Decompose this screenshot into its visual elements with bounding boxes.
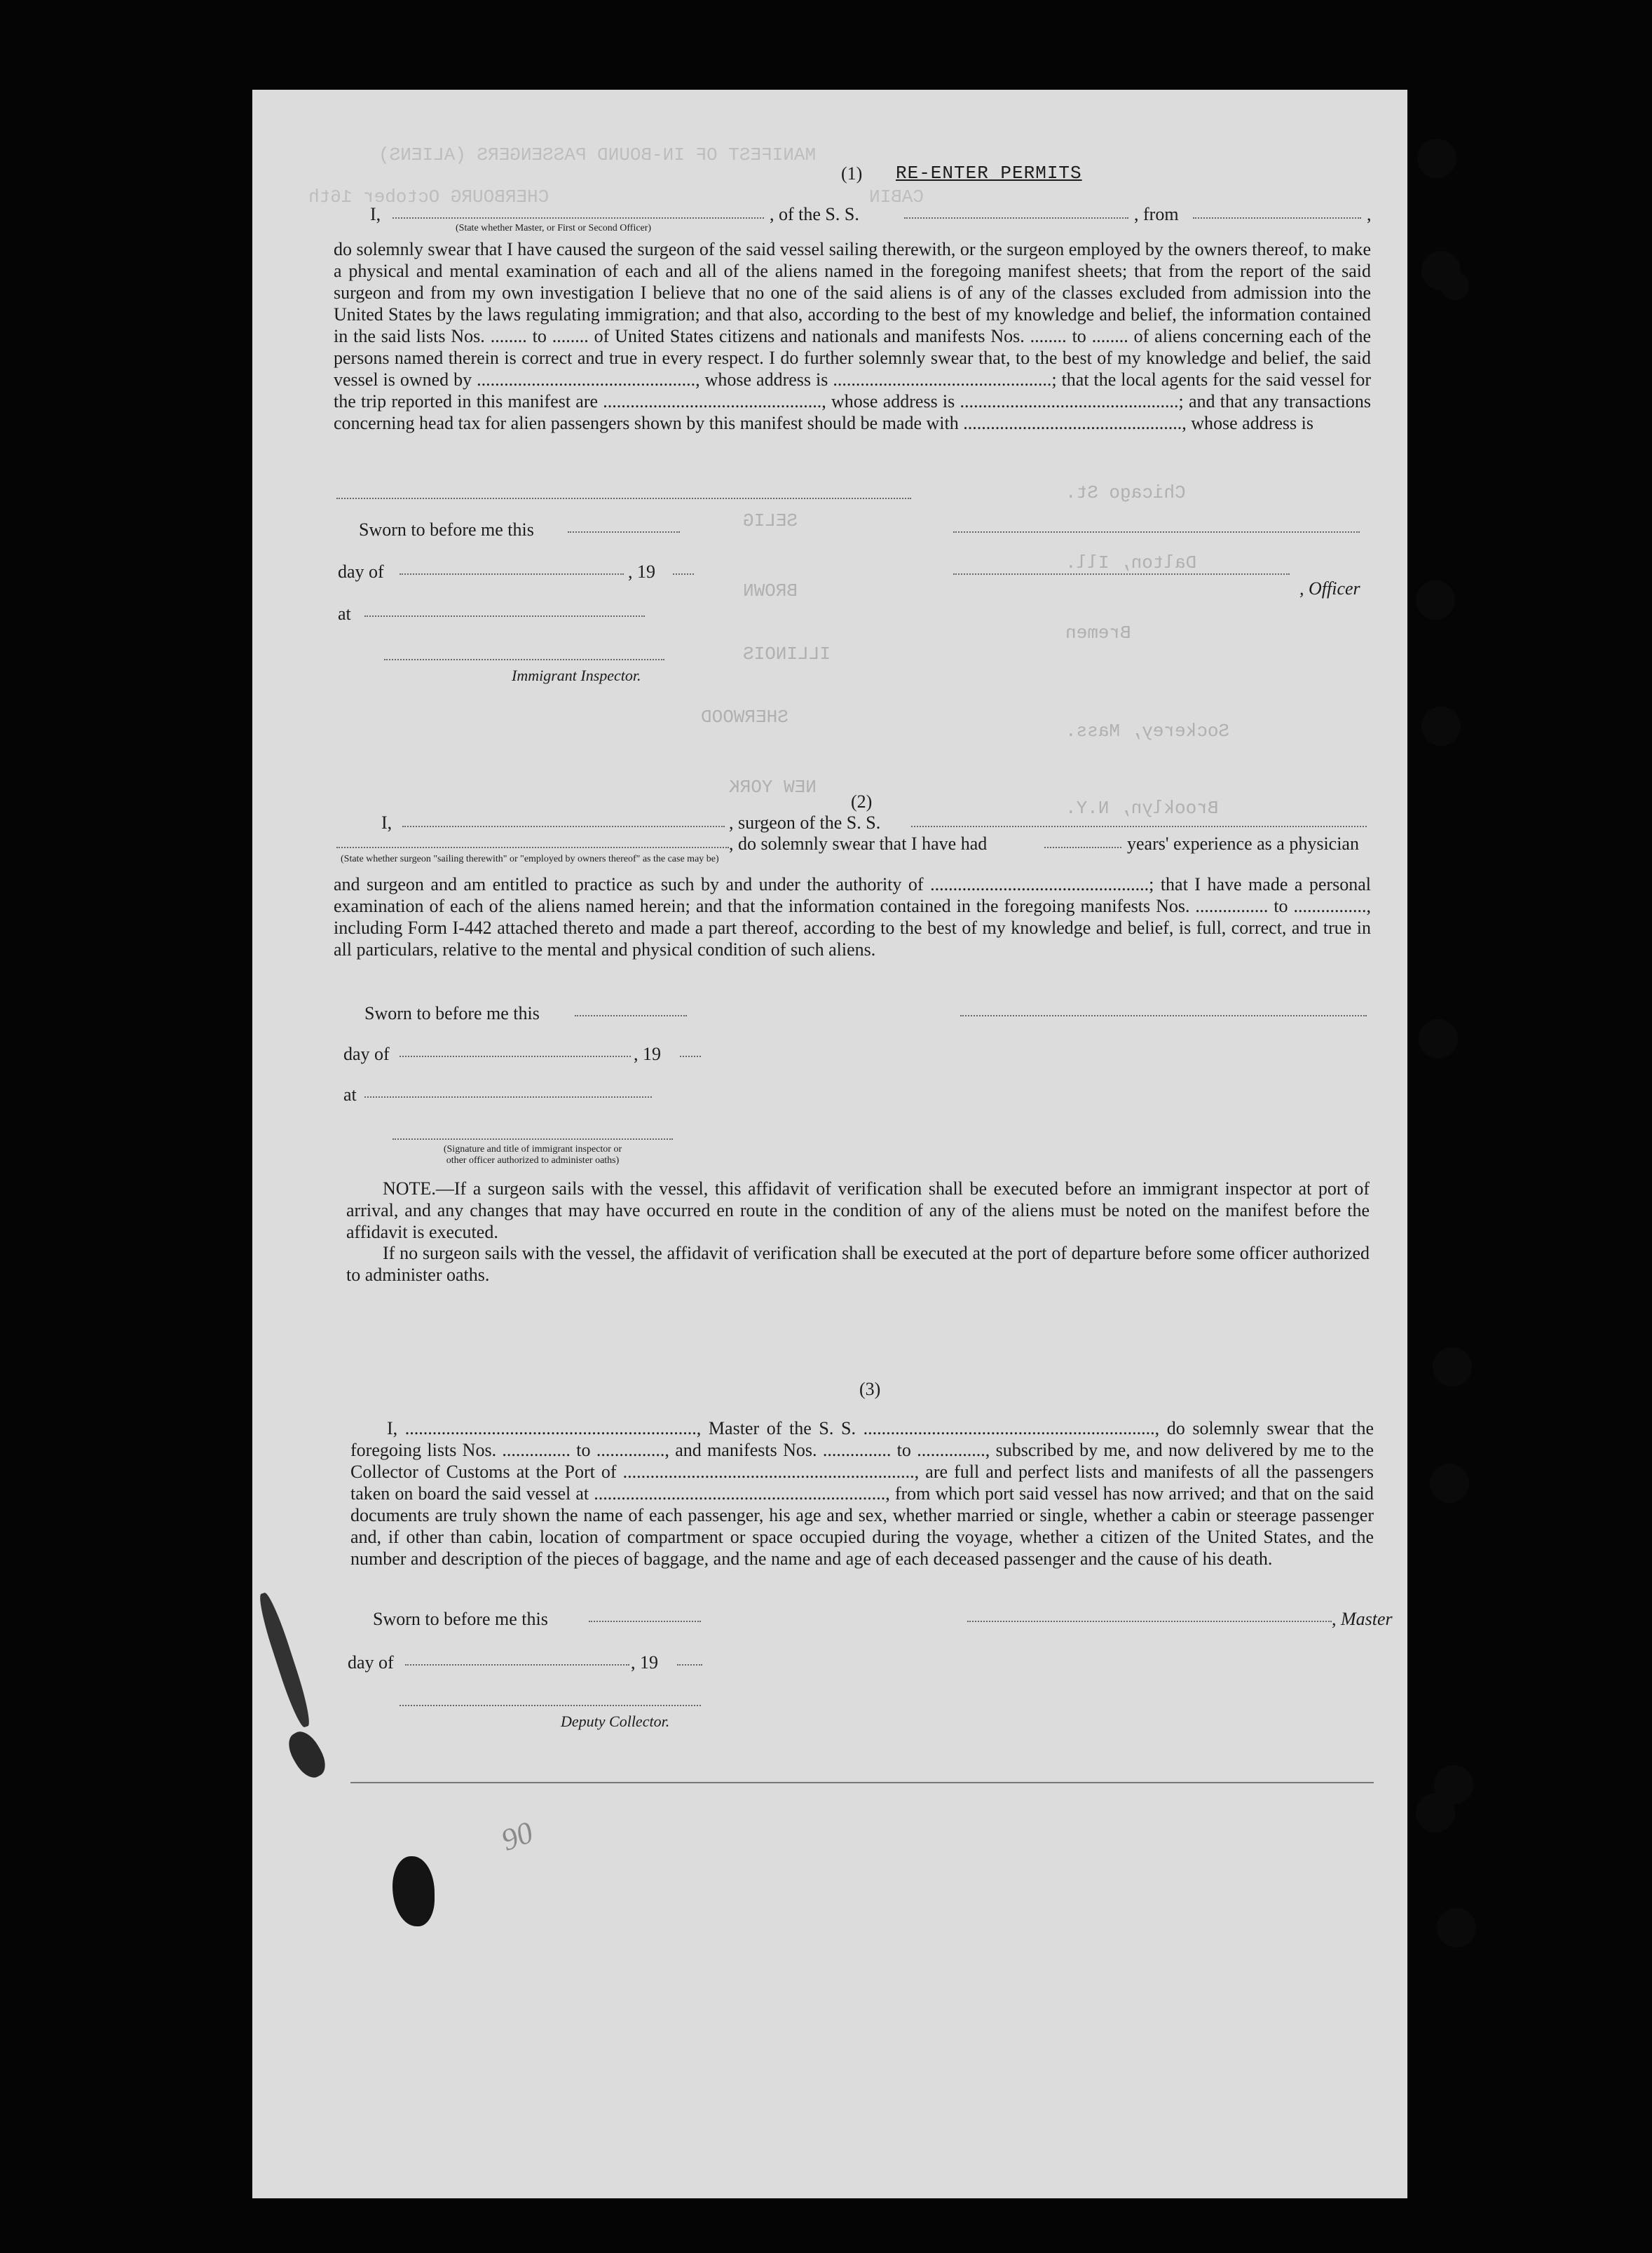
surgeon-oath-text: and surgeon and am entitled to practice as such by and under the authority of ................................................; that I have made a personal examination of each of the aliens named herein; and that the information contained in the foregoing manifests Nos. ................ to ................, including Form I-442 attached thereto and made a part thereof, according to the best of my knowledge and belief, is full, correct, and true in all particulars, relative to the mental and physical condition of such aliens. xyxy=(334,874,1371,960)
signature-caption xyxy=(385,1144,680,1166)
year-label-2: , 19 xyxy=(634,1044,661,1064)
punch-hole xyxy=(1441,272,1469,300)
master-oath-text: do solemnly swear that I have caused the surgeon of the said vessel sailing therewith, or the surgeon employed by the owners thereof, to make a physical and mental examination of each and all of the aliens named in the foregoing manifest sheets; that from the report of the said surgeon and from my own investigation I believe that no one of the said aliens is of any of the classes excluded from admission into the United States by the laws regulating immigration; and that also, according to the best of my knowledge and belief, the information contained in the said lists Nos. ........ to ........ of United States citizens and nationals and manifests Nos. ........ to ........ of aliens concerning each of the persons named therein is correct and true in every respect. I do further solemnly swear that, to the best of my knowledge and belief, the said vessel is owned by ................................................, whose address is ................................................; that the local agents for the said vessel for the trip reported in this manifest are ................................................, whose address is ................................................; and that any transactions concerning head tax for alien passengers shown by this manifest should be made with ................................................, whose address is xyxy=(334,239,1371,433)
of-ss-label: , of the S. S. xyxy=(770,204,859,224)
surgeon-of-label: , surgeon of the S. S. xyxy=(729,812,881,833)
officer-signature-field xyxy=(953,531,1360,533)
officer-name-field xyxy=(392,217,764,219)
bleed-through-row: Chicago St. xyxy=(1065,482,1186,503)
at-label: at xyxy=(338,604,351,624)
master-signature-field xyxy=(967,1621,1332,1622)
day-of-field xyxy=(400,573,624,575)
punch-hole xyxy=(1419,1019,1458,1059)
note-text-1: —If a surgeon sails with the vessel, this affidavit of verification shall be executed before an immigrant inspector at port of arrival, and any changes that may have occurred en route in the condition of any of the aliens must be noted on the manifest before the affidavit is executed. xyxy=(346,1178,1370,1242)
section-3-number: (3) xyxy=(859,1379,881,1399)
ink-stain xyxy=(282,1727,332,1783)
surgeon-caption: (State whether surgeon "sailing therewith" or "employed by owners thereof" as the case may be) xyxy=(341,854,719,864)
ink-stain xyxy=(255,1591,315,1729)
surgeon-signature-field xyxy=(960,1015,1367,1016)
bleed-through-row: NEW YORK xyxy=(729,777,817,798)
collector-oath-paragraph xyxy=(350,1417,1374,1570)
officer-title-field xyxy=(953,573,1290,575)
from-label: , from xyxy=(1134,204,1179,224)
note-paragraph-2 xyxy=(346,1242,1370,1286)
sworn-label-3: Sworn to before me this xyxy=(373,1609,548,1629)
master-label: , Master xyxy=(1332,1609,1393,1629)
officer-caption: (State whether Master, or First or Second Officer) xyxy=(456,223,652,233)
punch-hole xyxy=(1437,1908,1476,1947)
day-of-label-2: day of xyxy=(343,1044,390,1064)
comma: , xyxy=(1367,204,1372,224)
punch-hole xyxy=(1433,1347,1472,1387)
sworn-date-field xyxy=(568,531,680,533)
bleed-through-row: ILLINOIS xyxy=(743,644,831,665)
bleed-through-port-date: CHERBOURG October 16th xyxy=(308,186,549,207)
note-paragraph-1 xyxy=(346,1178,1370,1243)
collector-oath-text: I, ................................................................, Master of the S. S. ................................................................, do solemnly swear that the foregoing lists Nos. ............... to ..............., and manifests Nos. ............... to ..............., subscribed by me, and now delivered by me to the Collector of Customs at the Port of ................................................................, are full and perfect lists and manifests of all the passengers taken on board the said vessel at ................................................................, from which port said vessel has now arrived; and that on the said documents are truly shown the name of each passenger, his age and sex, whether married or single, whether a cabin or steerage passenger and, if other than cabin, location of compartment or space occupied during the voyage, whether a citizen of the United States, and the number and description of the pieces of baggage, and the name and age of each deceased passenger and the cause of his death. xyxy=(350,1418,1374,1569)
punch-hole xyxy=(1430,1464,1469,1503)
surgeon-line-label: I, xyxy=(381,812,392,833)
bleed-through-header: MANIFEST OF IN-BOUND PASSENGERS (ALIENS) xyxy=(378,144,817,165)
deputy-signature-field xyxy=(400,1705,701,1706)
bottom-rule xyxy=(350,1782,1374,1783)
reenter-permits-stamp: RE-ENTER PERMITS xyxy=(896,163,1082,184)
surgeon-name-field xyxy=(402,826,725,827)
master-oath-paragraph xyxy=(334,238,1371,434)
section-2-number: (2) xyxy=(851,791,873,812)
note-text-2: If no surgeon sails with the vessel, the affidavit of verification shall be executed at the port of departure before some officer authorized to administer oaths. xyxy=(346,1243,1370,1285)
years-field xyxy=(1044,847,1121,848)
bleed-through-row: Dalton, Ill. xyxy=(1065,552,1197,573)
deputy-collector-label: Deputy Collector. xyxy=(561,1713,670,1730)
immigrant-inspector-label: Immigrant Inspector. xyxy=(512,667,641,684)
margin-number: 90 xyxy=(496,1814,538,1858)
sworn-label-2: Sworn to before me this xyxy=(364,1003,540,1023)
at-field-2 xyxy=(364,1096,652,1098)
day-of-label: day of xyxy=(338,561,384,582)
year-label: , 19 xyxy=(628,561,655,582)
bleed-through-row: SELIG xyxy=(743,510,798,531)
day-of-field-2 xyxy=(400,1056,631,1057)
bleed-through-row: Brooklyn, N.Y. xyxy=(1065,798,1219,819)
blank-line xyxy=(336,498,911,499)
ink-stain xyxy=(392,1856,435,1926)
signature-caption-line-2: other officer authorized to administer oaths) xyxy=(446,1155,620,1166)
sworn-date-field-3 xyxy=(589,1621,701,1622)
bleed-through-row: Bremen xyxy=(1065,622,1131,644)
sworn-label: Sworn to before me this xyxy=(359,519,534,540)
vessel-name-field xyxy=(904,217,1128,219)
year-field-2 xyxy=(680,1056,701,1057)
day-of-label-3: day of xyxy=(348,1652,394,1673)
at-label-2: at xyxy=(343,1084,357,1105)
bleed-through-class: CABIN xyxy=(869,186,924,207)
swear-label: , do solemnly swear that I have had xyxy=(729,833,988,854)
punch-hole xyxy=(1421,707,1461,746)
punch-hole xyxy=(1416,1793,1455,1832)
signature-caption-line-1: (Signature and title of immigrant inspector or xyxy=(443,1144,622,1155)
punch-hole xyxy=(1417,139,1456,178)
year-field-3 xyxy=(677,1664,702,1666)
year-field xyxy=(673,573,694,575)
officer-line-label: I, xyxy=(370,204,381,224)
manifest-back-page xyxy=(252,90,1407,2198)
bleed-through-row: Sockerey, Mass. xyxy=(1065,721,1230,742)
punch-hole xyxy=(1416,580,1455,620)
year-label-3: , 19 xyxy=(631,1652,658,1673)
surgeon-vessel-field xyxy=(911,826,1367,827)
from-port-field xyxy=(1193,217,1361,219)
note-label: NOTE. xyxy=(383,1178,436,1199)
bleed-through-row: SHERWOOD xyxy=(701,707,789,728)
inspector-signature-field-2 xyxy=(392,1138,673,1140)
section-1-number: (1) xyxy=(841,163,863,184)
surgeon-type-field xyxy=(336,847,729,848)
sworn-date-field-2 xyxy=(575,1015,687,1016)
at-field xyxy=(364,615,645,617)
day-of-field-3 xyxy=(405,1664,629,1666)
inspector-signature-field xyxy=(384,659,664,660)
surgeon-oath-paragraph xyxy=(334,873,1371,960)
bleed-through-row: BROWN xyxy=(743,580,798,601)
officer-label: , Officer xyxy=(1299,578,1360,599)
years-experience-label: years' experience as a physician xyxy=(1127,833,1359,854)
